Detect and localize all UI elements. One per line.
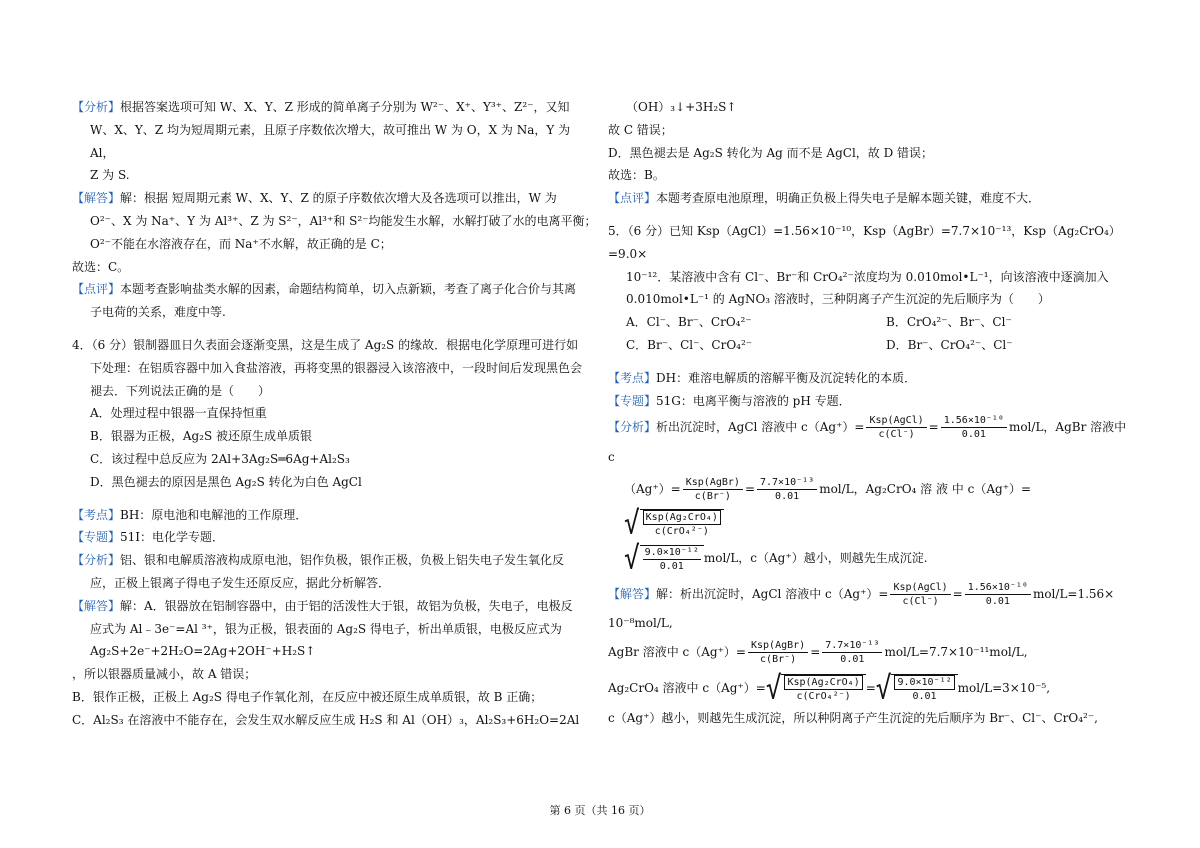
q4-solution [72, 595, 598, 618]
q4-analysis [72, 549, 598, 572]
option-c: C．该过程中总反应为 2Al+3Ag₂S═6Ag+Al₂S₃ [90, 451, 350, 466]
denominator: c(Br⁻) [760, 654, 797, 666]
numerator: 1.56×10⁻¹⁰ [941, 414, 1007, 428]
sqrt-expression: √ $\frac{\text{9.0×10⁻¹²}}{0.01}$ [624, 545, 704, 573]
denominator: c(CrO₄²⁻) [796, 691, 851, 703]
page-footer: 第 6 页（共 16 页） [549, 804, 651, 817]
sqrt-expression: √ Ksp(Ag₂CrO₄) c(CrO₄²⁻) [624, 509, 724, 538]
q5-solution-agbr: AgBr 溶液中 c（Ag⁺）= $\frac{\text{Ksp(AgBr)}}{c(Br^-)}$ = $\frac{\text{7.7×10⁻¹³}}{0.01}$ mol/L=7.7×10⁻¹¹mol/L, [608, 640, 1028, 666]
option-a: A．Cl⁻、Br⁻、CrO₄²⁻ [626, 315, 752, 330]
text-line: W、X、Y、Z 均为短周期元素，且原子序数依次增大，故可推出 W 为 O，X 为 Na，Y 为 Al， [90, 122, 571, 160]
text-line: 10⁻¹²．某溶液中含有 Cl⁻、Br⁻和 CrO₄²⁻浓度均为 0.010mol•L⁻¹，向该溶液中逐滴加入 [626, 269, 1109, 284]
option-d: D．黑色褪去的原因是黑色 Ag₂S 转化为白色 AgCl [90, 474, 362, 489]
option-d: D．Br⁻、CrO₄²⁻、Cl⁻ [886, 337, 1013, 352]
numerator: Ksp(Ag₂CrO₄) [643, 510, 721, 525]
sqrt-expression: √ $\frac{\text{9.0×10⁻¹²}}{0.01}$ [876, 674, 958, 703]
denominator: c(CrO₄²⁻) [654, 526, 709, 538]
text-line: 故 C 错误； [608, 122, 673, 137]
q3-review [72, 278, 598, 301]
text-line: 51I：电化学专题． [120, 530, 225, 545]
answer-line: 故选：B。 [608, 168, 665, 183]
numerator: Ksp(AgCl) [890, 581, 950, 595]
right-column [608, 96, 1128, 730]
denominator: c(Cl⁻) [902, 596, 939, 608]
text-fragment: mol/L，c（Ag⁺）越小，则越先生成沉淀. [703, 551, 928, 566]
text-line: BH：原电池和电解池的工作原理． [120, 507, 308, 522]
options-row-2 [608, 334, 1128, 357]
q5-analysis-line3 [608, 540, 1128, 576]
text-line: 解：根据 短周期元素 W、X、Y、Z 的原子序数依次增大及各选项可以推出，W 为 [120, 191, 557, 206]
numerator: 1.56×10⁻¹⁰ [965, 581, 1031, 595]
numerator: Ksp(Ag₂CrO₄) [784, 675, 862, 690]
question-stem: 4．（6 分）银制器皿日久表面会逐渐变黑，这是生成了 Ag₂S 的缘故．根据电化学原理可进行如 [72, 337, 579, 352]
text-line: 10⁻⁸mol/L, [608, 616, 673, 631]
text-fragment: AgBr 溶液中 c（Ag⁺）= [608, 645, 746, 660]
fraction [748, 639, 808, 666]
fraction [890, 581, 950, 608]
q5-point [608, 367, 1128, 390]
text-line: 应，正极上银离子得电子发生还原反应，据此分析解答． [90, 575, 391, 590]
fraction [683, 476, 743, 503]
review-tag: 【点评】 [72, 282, 121, 297]
text-line: Z 为 S. [90, 168, 130, 183]
q5-solution: 【解答】解：析出沉淀时，AgCl 溶液中 c（Ag⁺）= $\frac{\text{Ksp(AgCl)}}{c(Cl^-)}$ = $\frac{\text{1.56×10⁻¹⁰}}{0.01}$ mol/L=1.56× [608, 582, 1115, 608]
text-fragment: mol/L，AgBr 溶液中 c [608, 420, 1127, 465]
denominator: 0.01 [961, 429, 986, 441]
solution-tag: 【解答】 [608, 587, 657, 602]
denominator: c(Cl⁻) [878, 429, 915, 441]
solution-tag: 【解答】 [72, 191, 121, 206]
text-fragment: mol/L，Ag₂CrO₄ 溶 液 中 c（Ag⁺）= [819, 482, 1032, 497]
q3-analysis [72, 96, 598, 119]
numerator: 7.7×10⁻¹³ [757, 476, 817, 490]
text-line: D．黑色褪去是 Ag₂S 转化为 Ag 而不是 AgCl，故 D 错误； [608, 145, 934, 160]
q5-analysis [608, 412, 1128, 472]
text-line: （OH）₃↓+3H₂S↑ [626, 100, 737, 114]
topic-tag: 【专题】 [72, 530, 121, 545]
text-line: 子电荷的关系，难度中等. [90, 305, 226, 320]
q4-topic [72, 526, 598, 549]
q4-point [72, 504, 598, 527]
denominator: 0.01 [840, 654, 865, 666]
numerator: Ksp(AgBr) [683, 476, 743, 490]
solution-tag: 【解答】 [72, 598, 121, 613]
fraction [941, 414, 1007, 441]
fraction [822, 639, 882, 666]
text-fragment: （Ag⁺）= [624, 482, 681, 497]
equals-sign: = [928, 420, 939, 435]
answer-line: 故选：C。 [72, 259, 130, 274]
text-line: DH：难溶电解质的溶解平衡及沉淀转化的本质． [656, 370, 917, 385]
fraction [866, 414, 926, 441]
review-tag: 【点评】 [608, 191, 657, 206]
numerator: 9.0×10⁻¹² [644, 546, 699, 558]
q5-solution-ag2cro4: Ag₂CrO₄ 溶液中 c（Ag⁺）= √ Ksp(Ag₂CrO₄) c(CrO₄²⁻) = √ $\frac{\text{9.0×10⁻¹²}}{0.01}$ mol/L=3×10⁻⁵, [608, 670, 1051, 707]
text-line: C．Al₂S₃ 在溶液中不能存在，会发生双水解反应生成 H₂S 和 Al（OH）₃，Al₂S₃+6H₂O=2Al [72, 712, 580, 727]
numerator: Ksp(AgCl) [866, 414, 926, 428]
left-column [72, 96, 598, 732]
question-stem: 5．（6 分）已知 Ksp（AgCl）=1.56×10⁻¹⁰，Ksp（AgBr）=7.7×10⁻¹³，Ksp（Ag₂CrO₄）=9.0× [608, 223, 1121, 261]
q3-solution [72, 187, 598, 210]
option-b: B．CrO₄²⁻、Br⁻、Cl⁻ [886, 315, 1012, 330]
text-line: O²⁻不能在水溶液存在，而 Na⁺不水解，故正确的是 C； [90, 236, 392, 251]
denominator: 0.01 [912, 691, 937, 703]
text-line: 根据答案选项可知 W、X、Y、Z 形成的简单离子分别为 W²⁻、X⁺、Y³⁺、Z²⁻，又知 [120, 100, 570, 114]
text-line: 解：A．银器放在铝制容器中，由于铝的活泼性大于银，故铝为负极，失电子，电极反 [120, 598, 573, 613]
denominator: 0.01 [659, 560, 684, 572]
text-line: B．银作正极，正极上 Ag₂S 得电子作氧化剂，在反应中被还原生成单质银，故 B 正确； [72, 689, 543, 704]
denominator: 0.01 [985, 596, 1010, 608]
option-b: B．银器为正极，Ag₂S 被还原生成单质银 [90, 429, 313, 444]
text-fragment: mol/L=3×10⁻⁵, [957, 681, 1051, 696]
text-fragment: mol/L=1.56× [1032, 587, 1115, 602]
point-tag: 【考点】 [608, 370, 657, 385]
analysis-tag: 【分析】 [72, 553, 121, 568]
numerator: 7.7×10⁻¹³ [822, 639, 882, 653]
options-row-1 [608, 311, 1128, 334]
denominator: 0.01 [775, 491, 800, 503]
numerator: 9.0×10⁻¹² [894, 675, 954, 690]
text-line: c（Ag⁺）越小，则越先生成沉淀，所以种阴离子产生沉淀的先后顺序为 Br⁻、Cl⁻、CrO₄²⁻, [608, 711, 1098, 726]
text-line: 本题考查原电池原理，明确正负极上得失电子是解本题关键，难度不大． [656, 191, 1041, 206]
option-a: A．处理过程中银器一直保持恒重 [90, 406, 267, 421]
q5-analysis-line2: （Ag⁺）= $\frac{\text{Ksp(AgBr)}}{c(Br^-)}$ = $\frac{\text{7.7×10⁻¹³}}{0.01}$ mol/L，Ag₂CrO₄ 溶 液 中 c（Ag⁺）= √ Ksp(Ag₂CrO₄) c(CrO₄²⁻) [624, 477, 1032, 542]
text-fragment: 解：析出沉淀时，AgCl 溶液中 c（Ag⁺）= [656, 587, 889, 602]
numerator: Ksp(AgBr) [748, 639, 808, 653]
text-line: O²⁻、X 为 Na⁺、Y 为 Al³⁺、Z 为 S²⁻，Al³⁺和 S²⁻均能发生水解，水解打破了水的电离平衡； [90, 213, 597, 228]
topic-tag: 【专题】 [608, 393, 657, 408]
option-c: C．Br⁻、Cl⁻、CrO₄²⁻ [626, 337, 753, 352]
text-line: 褪去．下列说法正确的是（ ） [90, 383, 271, 398]
sqrt-expression: √ Ksp(Ag₂CrO₄) c(CrO₄²⁻) [766, 674, 866, 703]
denominator: c(Br⁻) [694, 491, 731, 503]
text-line: 本题考查影响盐类水解的因素，命题结构简单，切入点新颖，考查了离子化合价与其离 [120, 282, 577, 297]
analysis-tag: 【分析】 [72, 100, 121, 114]
text-fragment: Ag₂CrO₄ 溶液中 c（Ag⁺）= [608, 681, 766, 696]
point-tag: 【考点】 [72, 507, 121, 522]
text-line: 下处理：在铝质容器中加入食盐溶液，再将变黑的银器浸入该溶液中，一段时间后发现黑色会 [90, 360, 583, 375]
text-fragment: 析出沉淀时，AgCl 溶液中 c（Ag⁺）= [656, 420, 865, 435]
text-line: 应式为 Al﹣3e⁻=Al ³⁺，银为正极，银表面的 Ag₂S 得电子，析出单质银，电极反应式为 [90, 621, 562, 636]
text-fragment: mol/L=7.7×10⁻¹¹mol/L, [884, 645, 1028, 660]
text-line: ，所以银器质量减小，故 A 错误； [72, 667, 257, 682]
q5-topic [608, 390, 1128, 413]
text-line: 0.010mol•L⁻¹ 的 AgNO₃ 溶液时，三种阴离子产生沉淀的先后顺序为（ ） [626, 292, 1050, 307]
text-line: 铝、银和电解质溶液构成原电池，铝作负极，银作正极，负极上铝失电子发生氧化反 [120, 553, 565, 568]
fraction [965, 581, 1031, 608]
fraction [757, 476, 817, 503]
analysis-tag: 【分析】 [608, 420, 657, 435]
q4-review [608, 187, 1128, 210]
equation-line: Ag₂S+2e⁻+2H₂O=2Ag+2OH⁻+H₂S↑ [90, 644, 316, 659]
text-line: 51G：电离平衡与溶液的 pH 专题． [656, 393, 851, 408]
